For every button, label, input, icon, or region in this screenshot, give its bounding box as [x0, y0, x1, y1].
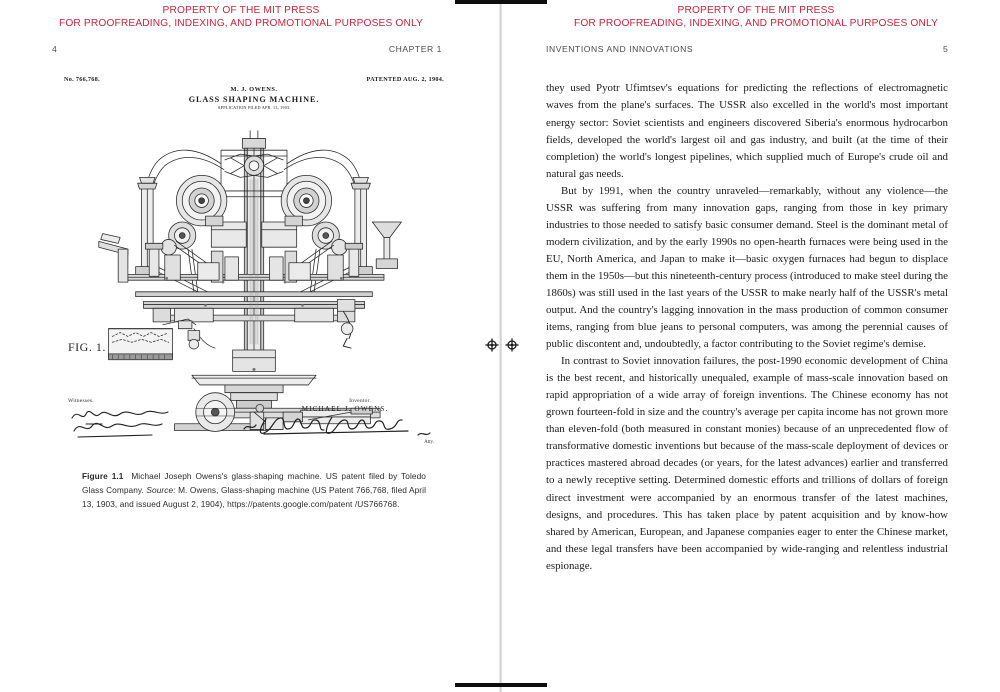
- caption-source-label: Source:: [146, 485, 176, 495]
- inventor-label: Inventor.: [349, 398, 371, 405]
- patent-inventor-initials: M. J. OWENS.: [230, 86, 278, 94]
- figure-number-label: FIG. 1.: [68, 340, 106, 355]
- witnesses-group: [68, 398, 218, 440]
- running-head-left: [38, 44, 464, 54]
- mit-press-stamp-right: [538, 0, 964, 30]
- section-label: INVENTIONS AND INNOVATIONS: [546, 44, 694, 55]
- patent-number: No. 766,768.: [64, 76, 100, 84]
- binding-mark-top: [455, 0, 547, 4]
- paragraph-1: they used Pyotr Ufimtsev's equations for predicting the reflections of electromagnetic waves from the plane's surfaces. The USSR also excelled in the world's most important energy sector: Soviet scientists and engineers discovered Siberia's enormous hydrocarbon fields, developed the world's largest oil and gas industry, and built (at the time of their completion) the world's longest pipelines, which supplied much of Europe's crude oil and natural gas needs.: [546, 82, 948, 180]
- figure-caption: [60, 470, 448, 511]
- paragraph-3: In contrast to Soviet innovation failures, the post-1990 economic development of China is the best recent, and historically unequaled, example of mass-scale innovation based on rapid appropriation of a wide array of foreign inventions. The Chinese economy has not grown fourteen-fold in size and the country's average per capita income has not grown more than eleven-fold (both measured in constant monies) because of an unprecedented flow of transformative domestic inventions but because of the mass-scale deployment of devices or practices mastered abroad decades (or years, for the latest advances) earlier and transferred to a newly receptive setting. Determined domestic efforts and trillions of dollars of foreign direct investment were accompanied by an enormous transfer of the latest machines, designs, and procedures. This has taken place by patent acquisition and by know-how shared by American, European, and Japanese companies eager to enter the Chinese market, and these legal transfers have been accompanied by wide-ranging and relentless industrial espionage.: [546, 355, 948, 572]
- chapter-label: CHAPTER 1: [388, 44, 442, 55]
- attorney-label: Atty.: [424, 440, 434, 446]
- paragraph-2: But by 1991, when the country unraveled—remarkably, without any violence—the USSR was suffering from many innovation gaps, ranging from those in key primary industries to those needed to satisfy basic consumer demand. Steel is the dominant metal of modern civilization, and by the early 1990s no open-hearth furnaces were being used in the EU, North America, and Japan to make it—basic oxygen furnaces had begun to displace them in the 1950s—but this nineteenth-century process (introduced to make steel during the 1860s) was still used in the last years of the USSR to make nearly half of the USSR's metal output. And the country's lagging innovation in the mass production of common consumer items, ranging from blue jeans to personal computers, was among the perennial causes of public discontent and, undoubtedly, a factor contributing to the Soviet regime's demise.: [546, 184, 948, 351]
- inventor-name: MICHAEL J. OWENS.: [301, 405, 389, 414]
- figure-1-1: [38, 76, 464, 511]
- caption-source-text: M. Owens, Glass-shaping machine (US Patent 766,768, filed April 13, 1903, and issued August 2, 1904), https://patents.google.com/patent /US766768.: [82, 485, 426, 509]
- folio-left: 4: [52, 44, 57, 55]
- inventor-group: [240, 398, 450, 445]
- stamp-line-1: PROPERTY OF THE MIT PRESS: [162, 5, 320, 16]
- patent-application-line: APPLICATION FILED APR. 13, 1903.: [217, 105, 291, 111]
- mit-press-stamp-left: [38, 0, 464, 30]
- witnesses-label: Witnesses.: [68, 398, 94, 405]
- caption-figure-number: Figure 1.1: [82, 471, 124, 482]
- patent-drawing-header: [60, 76, 448, 110]
- registration-marks: [485, 337, 519, 353]
- stamp-line-2-right: FOR PROOFREADING, INDEXING, AND PROMOTIONAL PURPOSES ONLY: [573, 18, 939, 30]
- running-head-right: [538, 44, 964, 54]
- witness-signatures: [68, 404, 218, 440]
- patent-drawing: [60, 116, 448, 456]
- stamp-line-2: FOR PROOFREADING, INDEXING, AND PROMOTIONAL PURPOSES ONLY: [58, 18, 424, 30]
- stamp-line-1-right: PROPERTY OF THE MIT PRESS: [677, 5, 835, 16]
- right-page: [500, 0, 1000, 692]
- caption-title: Michael Joseph Owens's glass-shaping machine. US patent filed by Toledo Glass Company.: [82, 471, 426, 495]
- patent-date: PATENTED AUG. 2, 1904.: [366, 76, 444, 84]
- registration-mark-left-icon: [485, 338, 499, 352]
- attorney-signature: [240, 413, 450, 439]
- body-text-column: [538, 80, 964, 574]
- registration-mark-right-icon: [505, 338, 519, 352]
- binding-mark-bottom: [455, 683, 547, 687]
- patent-signature-block: [60, 398, 448, 456]
- folio-right: 5: [943, 44, 948, 55]
- patent-title: GLASS SHAPING MACHINE.: [188, 95, 320, 105]
